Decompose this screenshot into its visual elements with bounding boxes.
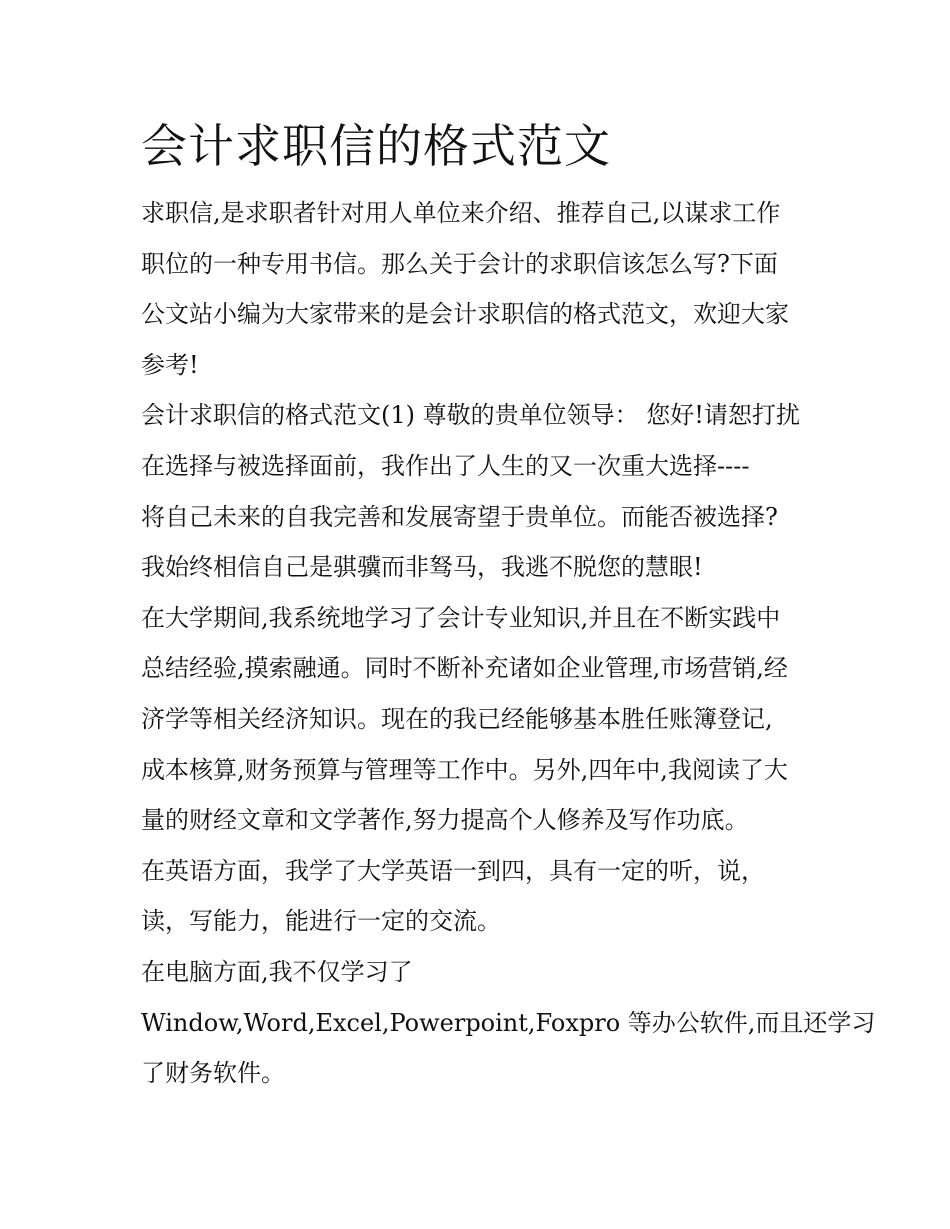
body-line: Window,Word,Excel,Powerpoint,Foxpro 等办公软件,而且还学习 <box>141 1008 876 1037</box>
body-line: 了财务软件。 <box>141 1059 285 1088</box>
body-line: 我始终相信自己是骐骥而非驽马，我逃不脱您的慧眼! <box>141 553 703 582</box>
body-line: 将自己未来的自我完善和发展寄望于贵单位。而能否被选择? <box>141 502 778 531</box>
document-page <box>141 110 876 1099</box>
body-line: 读，写能力，能进行一定的交流。 <box>141 907 501 936</box>
body-line: 职位的一种专用书信。那么关于会计的求职信该怎么写?下面 <box>141 249 778 278</box>
body-line: 参考! <box>141 350 199 379</box>
body-line: 求职信,是求职者针对用人单位来介绍、推荐自己,以谋求工作 <box>141 199 781 227</box>
body-line: 量的财经文章和文学著作,努力提高个人修养及写作功底。 <box>141 806 749 835</box>
body-line: 在选择与被选择面前，我作出了人生的又一次重大选择---- <box>141 451 750 480</box>
body-line: 成本核算,财务预算与管理等工作中。另外,四年中,我阅读了大 <box>141 755 788 784</box>
document-title: 会计求职信的格式范文 <box>141 119 611 173</box>
document-body <box>141 188 876 1099</box>
body-line: 公文站小编为大家带来的是会计求职信的格式范文，欢迎大家 <box>141 300 789 329</box>
body-line: 在大学期间,我系统地学习了会计专业知识,并且在不断实践中 <box>141 603 781 632</box>
body-line: 在英语方面，我学了大学英语一到四，具有一定的听，说， <box>141 856 765 885</box>
body-line: 会计求职信的格式范文(1) 尊敬的贵单位领导： 您好!请恕打扰 <box>141 401 800 430</box>
body-line: 济学等相关经济知识。现在的我已经能够基本胜任账簿登记, <box>141 704 773 733</box>
body-line: 在电脑方面,我不仅学习了 <box>141 957 413 986</box>
body-line: 总结经验,摸索融通。同时不断补充诸如企业管理,市场营销,经 <box>141 654 788 683</box>
